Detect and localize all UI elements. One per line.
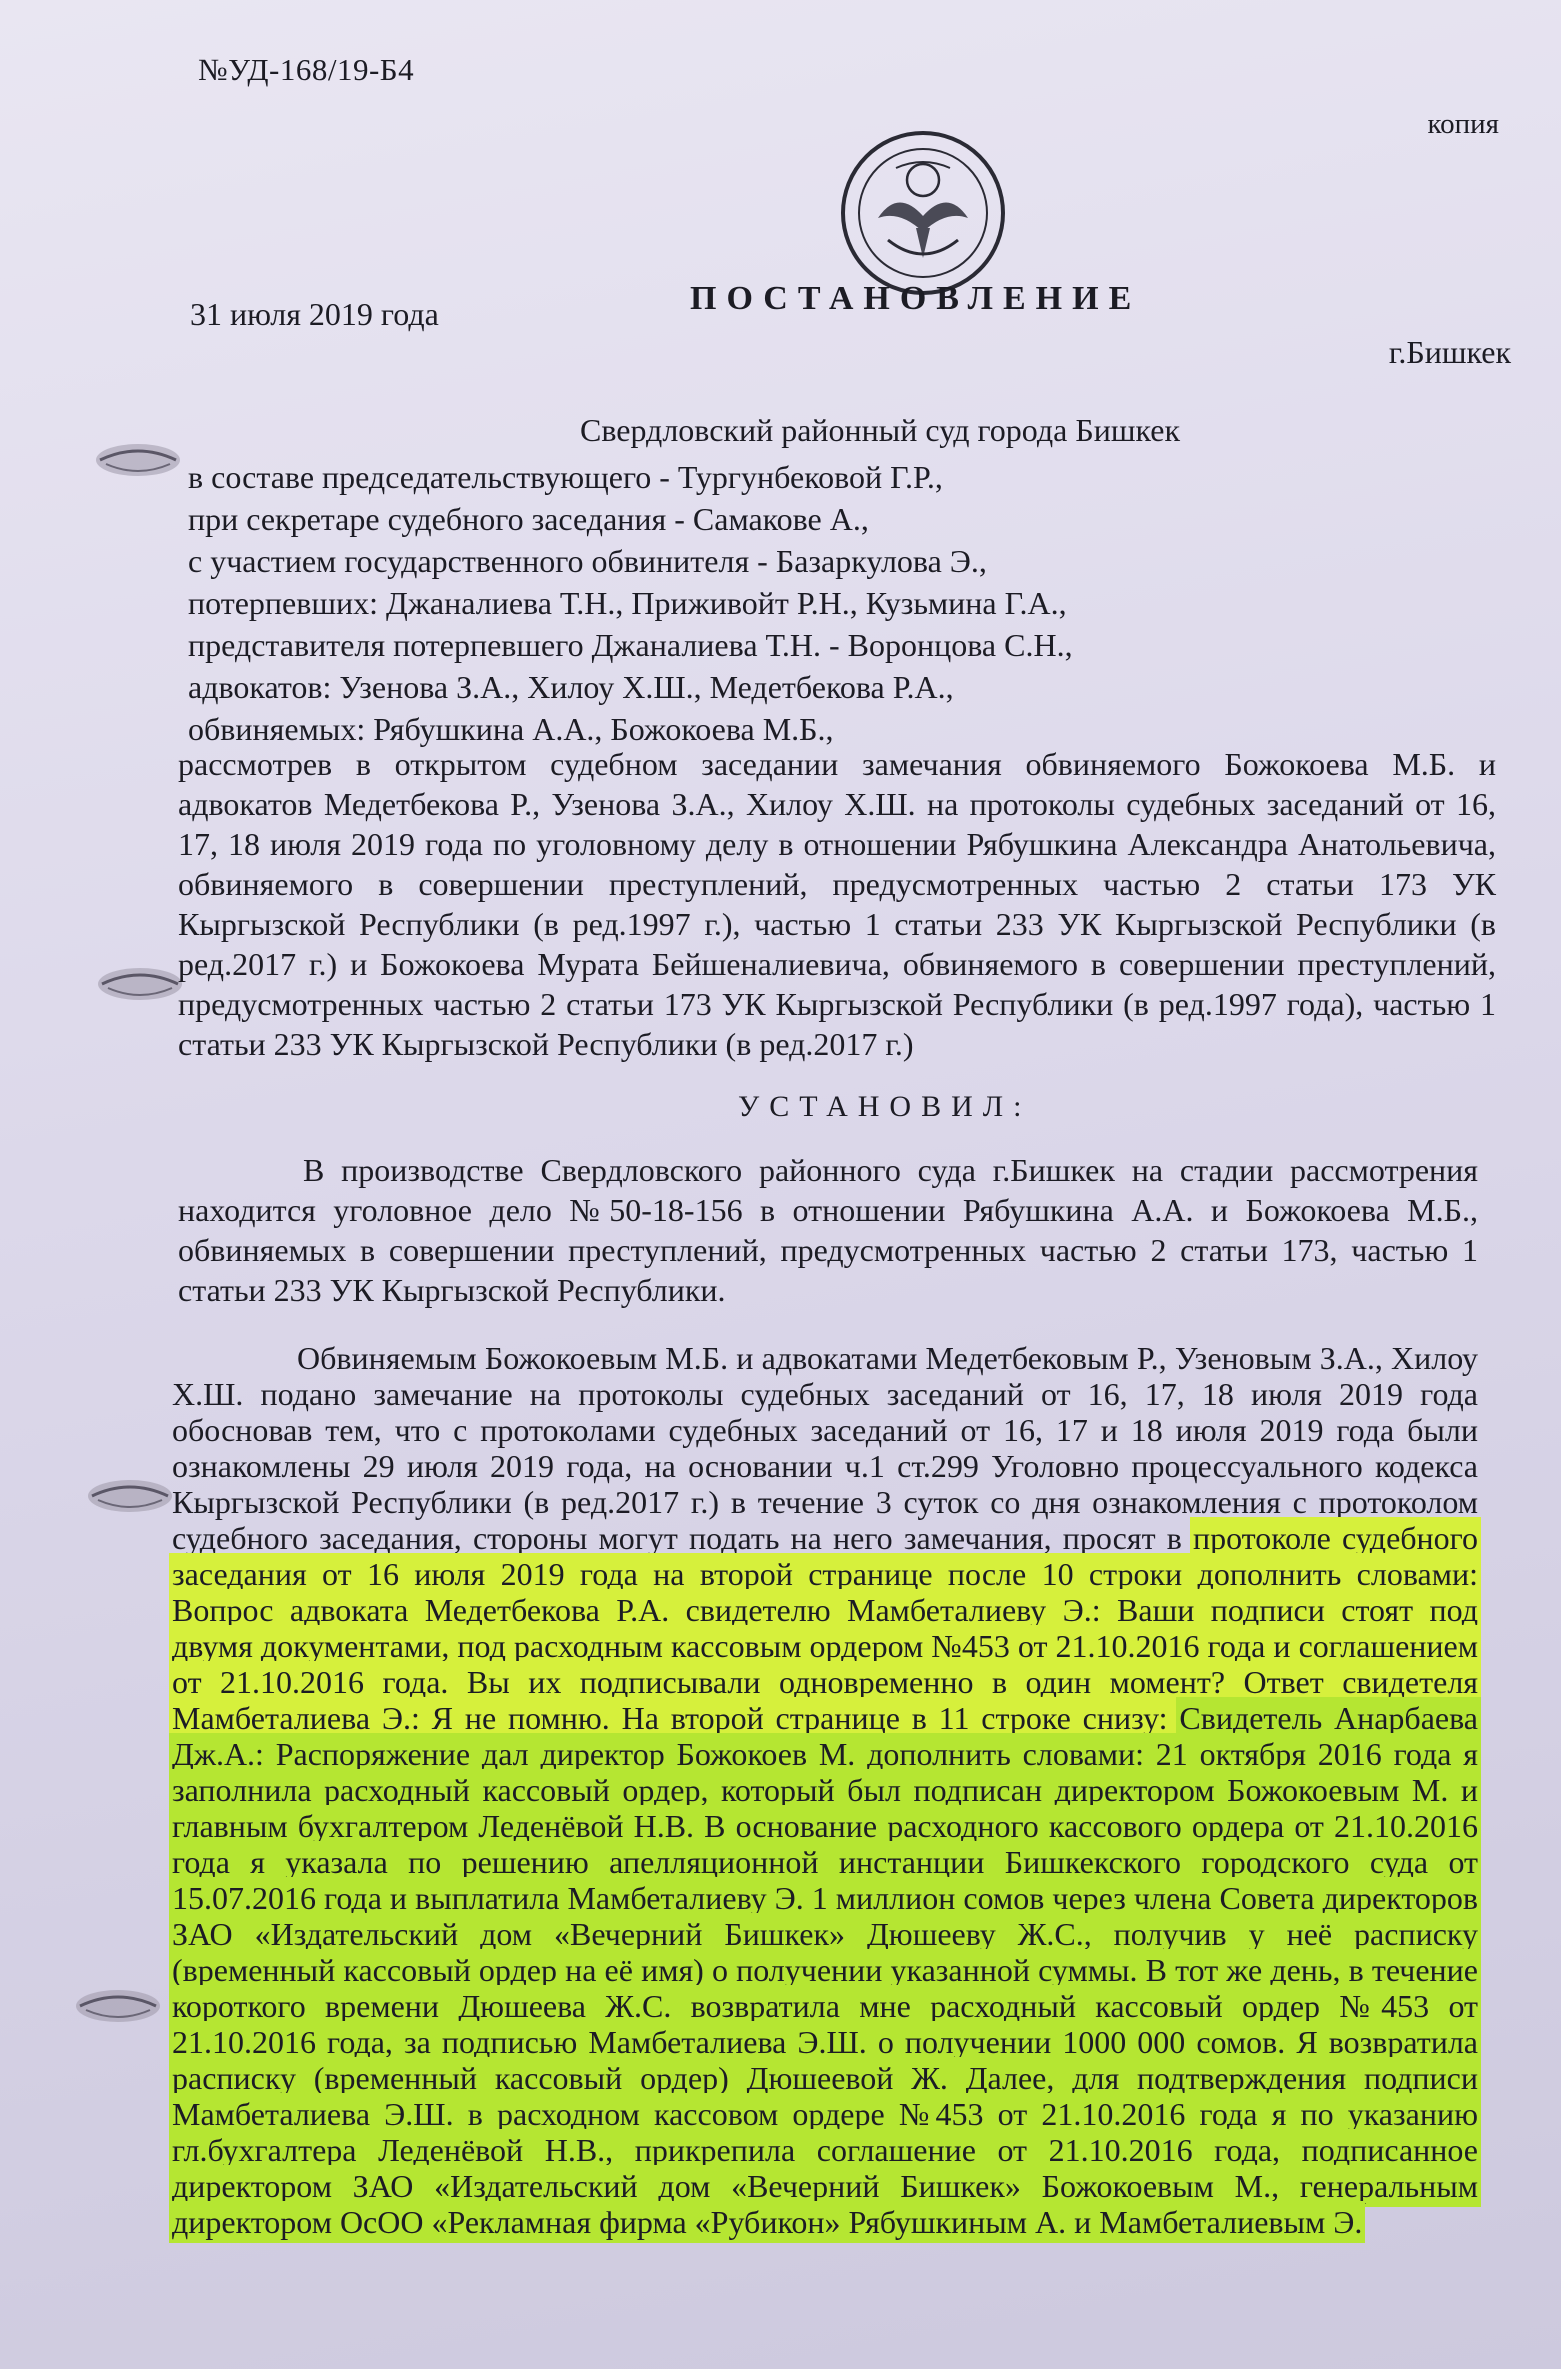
kyrgyz-state-emblem-icon	[838, 128, 1008, 298]
paragraph-remarks	[172, 1340, 1478, 2240]
composition-line: с участием государственного обвинителя - Базаркулова Э.,	[188, 543, 987, 579]
highlighted-text-yellow: протоколе судебного заседания от 16 июля 2019 года на второй странице после 10 строки дополнить словами: Вопрос адвоката Медетбекова Р.А. свидетелю Мамбеталиеву Э.: Ваши подписи стоят под двумя документами, под расходным кассовым ордером №453 от 21.10.2016 года и соглашением от 21.10.2016 года. Вы их подписывали одновременно в один момент? Ответ свидетеля Мамбеталиева Э.: Я не помню. На второй странице в 11 строке снизу:	[172, 1520, 1478, 1736]
composition-line: обвиняемых: Рябушкина А.А., Божокоева М.Б.,	[188, 711, 834, 747]
composition-line: при секретаре судебного заседания - Самакове А.,	[188, 501, 869, 537]
document-city: г.Бишкек	[1388, 334, 1511, 370]
composition-line: представителя потерпевшего Джаналиева Т.Н. - Воронцова С.Н.,	[188, 627, 1073, 663]
established-heading: УСТАНОВИЛ:	[738, 1090, 1032, 1123]
preamble-paragraph: рассмотрев в открытом судебном заседании замечания обвиняемого Божокоева М.Б. и адвокатов Медетбекова Р., Узенова З.А., Хилоу Х.Ш. на протоколы судебных заседаний от 16, 17, 18 июля 2019 года по уголовному делу в отношении Рябушкина Александра Анатольевича, обвиняемого в совершении преступлений, предусмотренных частью 2 статьи 173 УК Кыргызской Республики (в ред.1997 г.), частью 1 статьи 233 УК Кыргызской Республики (в ред.2017 г.) и Божокоева Мурата Бейшеналиевича, обвиняемого в совершении преступлений, предусмотренных частью 2 статьи 173 УК Кыргызской Республики (в ред.1997 года), частью 1 статьи 233 УК Кыргызской Республики (в ред.2017 г.)	[178, 746, 1496, 1062]
case-number: №УД-168/19-Б4	[198, 52, 415, 87]
staple-hole-icon	[92, 438, 184, 482]
staple-hole-icon	[94, 962, 186, 1006]
copy-mark: копия	[1427, 108, 1499, 140]
court-composition	[188, 456, 1508, 750]
composition-line: потерпевших: Джаналиева Т.Н., Приживойт Р.Н., Кузьмина Г.А.,	[188, 585, 1067, 621]
paragraph-proceedings: В производстве Свердловского районного суда г.Бишкек на стадии рассмотрения находится уголовное дело №50-18-156 в отношении Рябушкина А.А. и Божокоева М.Б., обвиняемых в совершении преступлений, предусмотренных частью 2 статьи 173, частью 1 статьи 233 УК Кыргызской Республики.	[178, 1152, 1478, 1308]
highlighted-text-green: Свидетель Анарбаева Дж.А.: Распоряжение дал директор Божокоев М. дополнить словами: 21 октября 2016 года я заполнила расходный кассовый ордер, который был подписан директором Божокоевым М. и главным бухгалтером Леденёвой Н.В. В основание расходного кассового ордера от 21.10.2016 года я указала по решению апелляционной инстанции Бишкекского городского суда от 15.07.2016 года и выплатила Мамбеталиеву Э. 1 миллион сомов через члена Совета директоров ЗАО «Издательский дом «Вечерний Бишкек» Дюшееву Ж.С., получив у неё расписку (временный кассовый ордер на её имя) о получении указанной суммы. В тот же день, в течение короткого времени Дюшеева Ж.С. возвратила мне расходный кассовый ордер №453 от 21.10.2016 года, за подписью Мамбеталиева Э.Ш. о получении 1000 000 сомов. Я возвратила расписку (временный кассовый ордер) Дюшеевой Ж. Далее, для подтверждения подписи Мамбеталиева Э.Ш. в расходном кассовом ордере №453 от 21.10.2016 года я по указанию гл.бухгалтера Леденёвой Н.В., прикрепила соглашение от 21.10.2016 года, подписанное директором ЗАО «Издательский дом «Вечерний Бишкек» Божокоевым М., генеральным директором ОсОО «Рекламная фирма «Рубикон» Рябушкиным А. и Мамбеталиевым Э.	[172, 1700, 1479, 2240]
staple-hole-icon	[84, 1474, 176, 1518]
court-name: Свердловский районный суд города Бишкек	[580, 412, 1180, 448]
composition-line: адвокатов: Узенова З.А., Хилоу Х.Ш., Медетбекова Р.А.,	[188, 669, 954, 705]
document-date: 31 июля 2019 года	[190, 296, 439, 332]
document-title: ПОСТАНОВЛЕНИЕ	[690, 280, 1142, 317]
remarks-text: Обвиняемым Божокоевым М.Б. и адвокатами Медетбековым Р., Узеновым З.А., Хилоу Х.Ш. подано замечание на протоколы судебных заседаний от 16, 17, 18 июля 2019 года обосновав тем, что с протоколами судебных заседаний от 16, 17 и 18 июля 2019 года были ознакомлены 29 июля 2019 года, на основании ч.1 ст.299 Уголовно процессуального кодекса Кыргызской Республики (в ред.2017 г.) в течение 3 суток со дня ознакомления с протоколом судебного заседания, стороны могут подать на него замечания, просят в	[172, 1340, 1478, 1556]
staple-hole-icon	[72, 1984, 164, 2028]
composition-line: в составе председательствующего - Тургунбековой Г.Р.,	[188, 459, 943, 495]
